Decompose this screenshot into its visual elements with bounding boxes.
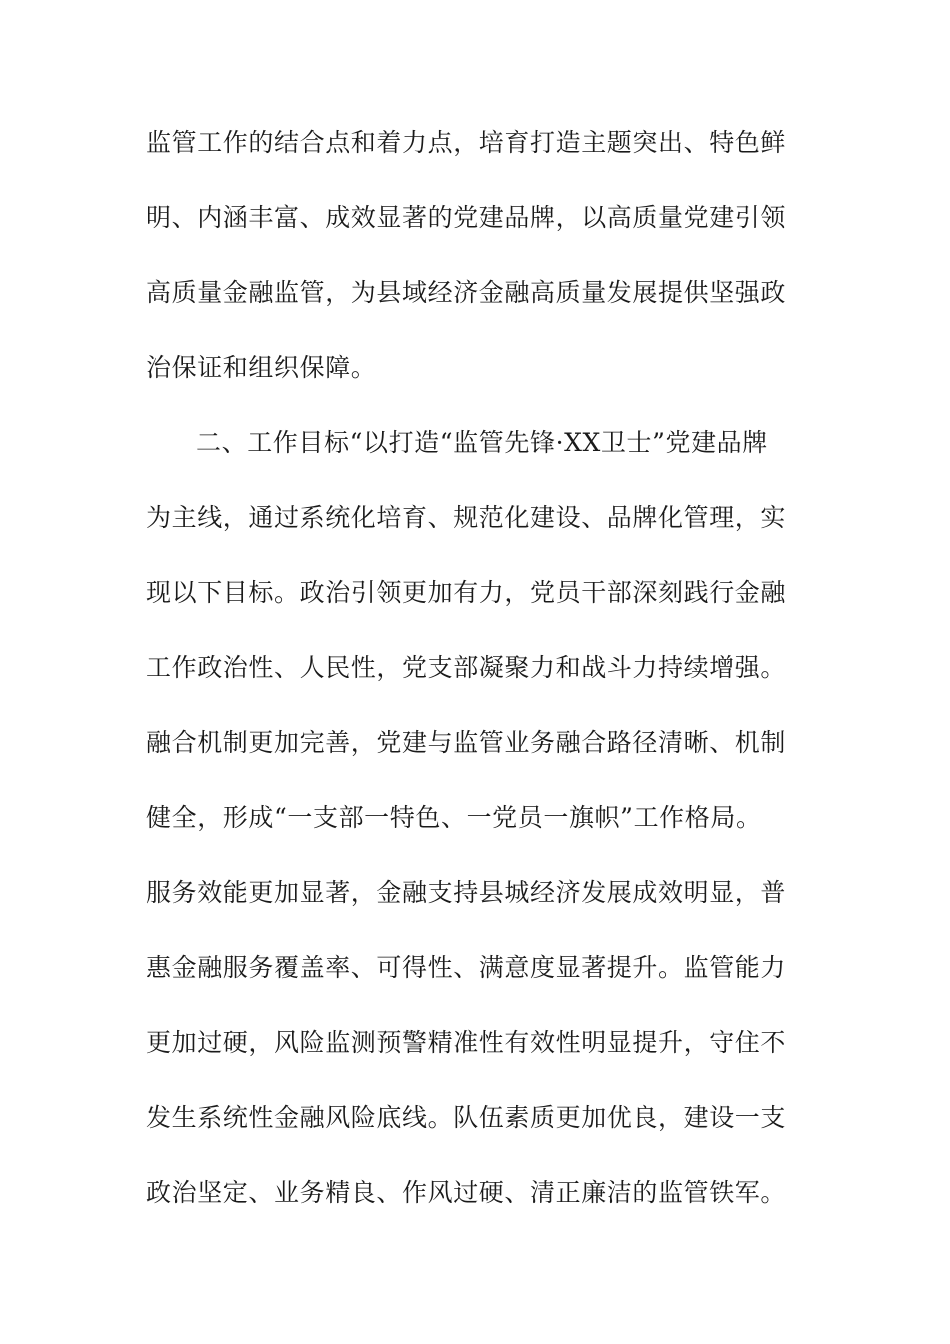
paragraph-line: 更加过硬，风险监测预警精准性有效性明显提升，守住不: [146, 1028, 787, 1057]
paragraph-line: 惠金融服务覆盖率、可得性、满意度显著提升。监管能力: [146, 953, 787, 982]
paragraph-line: 为主线，通过系统化培育、规范化建设、品牌化管理，实: [146, 503, 787, 532]
section-heading-line: 二、工作目标“以打造“监管先锋·XX卫士”党建品牌: [196, 428, 768, 457]
paragraph-line: 发生系统性金融风险底线。队伍素质更加优良，建设一支: [146, 1103, 787, 1132]
paragraph-line: 政治坚定、业务精良、作风过硬、清正廉洁的监管铁军。: [146, 1178, 787, 1207]
paragraph-line: 监管工作的结合点和着力点，培育打造主题突出、特色鲜: [146, 128, 787, 157]
paragraph-line: 融合机制更加完善，党建与监管业务融合路径清晰、机制: [146, 728, 787, 757]
paragraph-line: 高质量金融监管，为县域经济金融高质量发展提供坚强政: [146, 278, 787, 307]
paragraph-line: 现以下目标。政治引领更加有力，党员干部深刻践行金融: [146, 578, 787, 607]
paragraph-line: 工作政治性、人民性，党支部凝聚力和战斗力持续增强。: [146, 653, 787, 682]
paragraph-line: 服务效能更加显著，金融支持县城经济发展成效明显，普: [146, 878, 787, 907]
paragraph-line: 明、内涵丰富、成效显著的党建品牌，以高质量党建引领: [146, 203, 787, 232]
paragraph-line: 健全，形成“一支部一特色、一党员一旗帜”工作格局。: [146, 803, 762, 832]
paragraph-line: 治保证和组织保障。: [146, 353, 377, 382]
